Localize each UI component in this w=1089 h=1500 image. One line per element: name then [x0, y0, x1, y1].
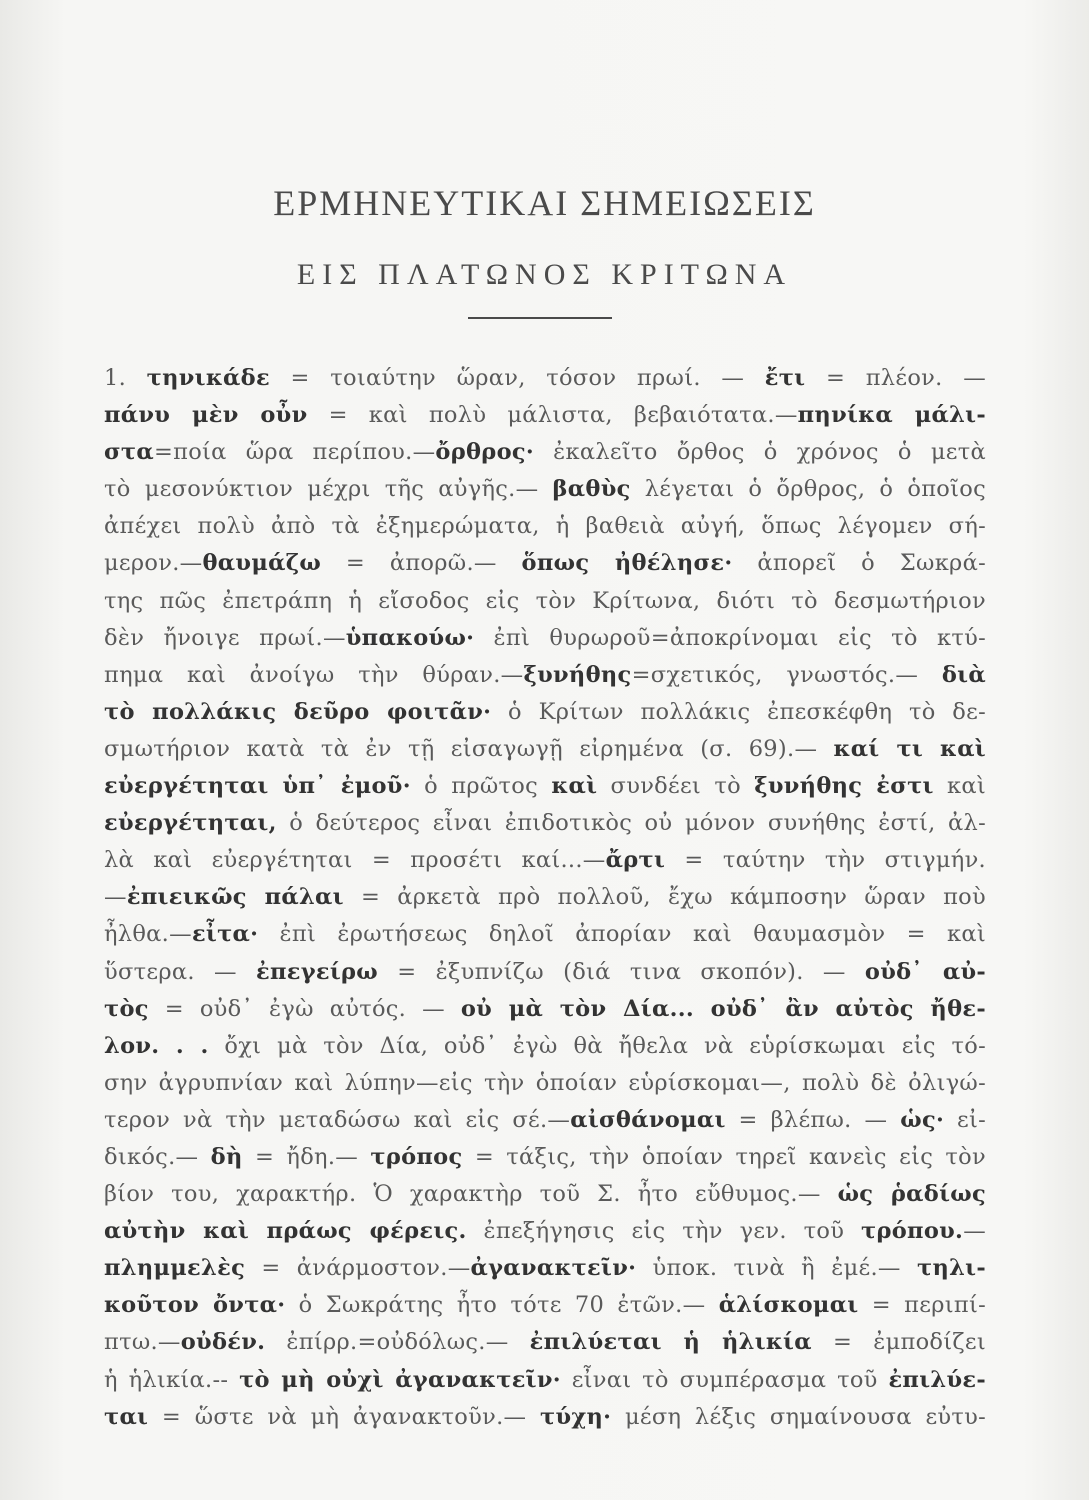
- gloss-text: της πῶς ἐπετράπη ἡ εἴσοδος εἰς τὸν Κρίτωνα, διότι τὸ δεσμωτήριον: [104, 587, 986, 614]
- text-line: [104, 434, 986, 471]
- lemma-term: στα: [104, 439, 154, 466]
- gloss-text: ἀπέχει πολὺ ἀπὸ τὰ ἐξημερώματα, ἡ βαθειὰ αὐγή, ὅπως λέγομεν σή-: [104, 513, 986, 540]
- commentary-text: [104, 360, 986, 1436]
- text-line: [104, 397, 986, 434]
- lemma-term: τηλι-: [917, 1255, 986, 1282]
- page-title: ΕΡΜΗΝΕΥΤΙΚΑΙ ΣΗΜΕΙΩΣΕΙΣ: [273, 183, 816, 223]
- lemma-term: λον. . .: [104, 1032, 209, 1059]
- text-line: [104, 879, 986, 916]
- text-line: [104, 1362, 986, 1399]
- gloss-text: ὁ Κρίτων πολλάκις ἐπεσκέφθη τὸ δε-: [491, 698, 987, 725]
- gloss-text: εἰ-: [944, 1106, 986, 1133]
- lemma-term: ξυνήθης: [523, 661, 632, 688]
- gloss-text: εἶναι τὸ συμπέρασμα τοῦ: [560, 1366, 889, 1393]
- gloss-text: πτω.—: [104, 1329, 181, 1356]
- text-line: [104, 1287, 986, 1324]
- lemma-term: ὑπακούω·: [345, 624, 475, 651]
- lemma-term: ἐπιλύε-: [888, 1366, 986, 1393]
- lemma-term: αὐτὴν καὶ πράως φέρεις.: [104, 1218, 467, 1245]
- text-line: [104, 471, 986, 508]
- gloss-text: συνδέει τὸ: [597, 773, 755, 800]
- lemma-term: οὐδέν.: [180, 1329, 266, 1356]
- lemma-term: εἶτα·: [191, 921, 259, 948]
- gloss-text: καὶ: [933, 773, 987, 800]
- gloss-text: ἦλθα.—: [104, 921, 192, 948]
- gloss-text: ἡ ἡλικία.--: [104, 1366, 240, 1393]
- lemma-term: ὡς·: [900, 1106, 945, 1133]
- text-line: [104, 1324, 986, 1361]
- gloss-text: σην ἀγρυπνίαν καὶ λύπην—εἰς τὴν ὁποίαν εὑρίσκομαι—, πολὺ δὲ ὀλιγώ-: [104, 1069, 986, 1096]
- text-line: [104, 694, 986, 731]
- lemma-term: εὐεργέτηται ὑπ᾽ ἐμοῦ·: [104, 773, 411, 800]
- text-line: [104, 1176, 986, 1213]
- lemma-term: τὸς: [104, 995, 149, 1022]
- gloss-text: —: [963, 1218, 986, 1245]
- gloss-text: = ἀνάρμοστον.—: [245, 1255, 471, 1282]
- text-line: [104, 1102, 986, 1139]
- gloss-text: = ἀπορῶ.—: [321, 550, 522, 577]
- text-line: [104, 1399, 986, 1436]
- lemma-term: βαθὺς: [552, 476, 631, 503]
- gloss-text: ὁ Σωκράτης ἦτο τότε 70 ἐτῶν.—: [285, 1292, 719, 1319]
- gloss-text: σμωτήριον κατὰ τὰ ἐν τῇ εἰσαγωγῇ εἰρημένα (σ. 69).—: [104, 735, 834, 762]
- lemma-term: θαυμάζω: [202, 550, 322, 577]
- text-line: [104, 731, 986, 768]
- gloss-text: = τάξις, τὴν ὁποίαν τηρεῖ κανεὶς εἰς τὸν: [462, 1143, 986, 1170]
- gloss-text: =σχετικός, γνωστός.—: [631, 661, 942, 688]
- gloss-text: ἐπεξήγησις εἰς τὴν γεν. τοῦ: [466, 1218, 862, 1245]
- lemma-term: τρόπος: [370, 1143, 463, 1170]
- gloss-text: λὰ καὶ εὐεργέτηται = προσέτι καί...—: [104, 847, 606, 874]
- gloss-text: = περιπί-: [858, 1292, 986, 1319]
- page-subtitle: ΕΙΣ ΠΛΑΤΩΝΟΣ ΚΡΙΤΩΝΑ: [296, 258, 793, 291]
- gloss-text: τὸ μεσονύκτιον μέχρι τῆς αὐγῆς.—: [104, 476, 553, 503]
- lemma-term: ἐπεγείρω: [256, 958, 379, 985]
- text-line: [104, 991, 986, 1028]
- gloss-text: = ὥστε νὰ μὴ ἀγανακτοῦν.—: [148, 1403, 541, 1430]
- lemma-term: ἀγανακτεῖν·: [470, 1255, 637, 1282]
- lemma-term: οὐ μὰ τὸν Δία... οὐδ᾽ ἂν αὐτὸς ἤθε-: [460, 995, 987, 1022]
- text-line: [104, 916, 986, 953]
- text-line: [104, 1250, 986, 1287]
- lemma-term: εὐεργέτηται,: [104, 810, 277, 837]
- gloss-text: = ἀρκετὰ πρὸ πολλοῦ, ἔχω κάμποσην ὥραν ποὺ: [343, 884, 986, 911]
- text-line: [104, 583, 986, 620]
- gloss-text: ἐπίρρ.=οὐδόλως.—: [265, 1329, 530, 1356]
- gloss-text: μερον.—: [104, 550, 203, 577]
- lemma-term: διὰ: [941, 661, 986, 688]
- gloss-text: = πλέον. —: [805, 365, 986, 391]
- lemma-term: καὶ: [551, 773, 598, 800]
- gloss-text: δικός.—: [104, 1143, 211, 1170]
- text-line: [104, 1028, 986, 1065]
- text-line: [104, 805, 986, 842]
- gloss-text: ἐπὶ ἐρωτήσεως δηλοῖ ἀπορίαν καὶ θαυμασμὸν = καὶ: [258, 921, 986, 948]
- gloss-text: ὄχι μὰ τὸν Δία, οὐδ᾽ ἐγὼ θὰ ἤθελα νὰ εὑρίσκωμαι εἰς τό-: [208, 1032, 986, 1059]
- text-line: [104, 1139, 986, 1176]
- gloss-text: ἀπορεῖ ὁ Σωκρά-: [732, 550, 986, 577]
- gloss-text: ὕστερα. —: [104, 958, 256, 985]
- gloss-text: 1.: [104, 365, 147, 391]
- lemma-term: ὄρθρος·: [435, 439, 535, 466]
- gloss-text: ἐκαλεῖτο ὄρθος ὁ χρόνος ὁ μετὰ: [534, 439, 986, 466]
- gloss-text: = ἤδη.—: [242, 1143, 371, 1170]
- lemma-term: κοῦτον ὄντα·: [104, 1292, 286, 1319]
- gloss-text: = τοιαύτην ὥραν, τόσον πρωί. —: [269, 365, 765, 391]
- lemma-term: καί τι καὶ: [833, 735, 986, 762]
- lemma-term: ἄρτι: [605, 847, 666, 874]
- lemma-term: οὐδ᾽ αὐ-: [864, 958, 987, 985]
- gloss-text: πημα καὶ ἀνοίγω τὴν θύραν.—: [104, 661, 524, 688]
- text-line: [104, 1213, 986, 1250]
- text-line: [104, 1065, 986, 1102]
- lemma-term: τρόπου.: [861, 1218, 964, 1245]
- text-line: [104, 768, 986, 805]
- lemma-term: ἁλίσκομαι: [718, 1292, 859, 1319]
- gloss-text: ἐπὶ θυρωροῦ=ἀποκρίνομαι εἰς τὸ κτύ-: [474, 624, 986, 651]
- lemma-term: τὸ μὴ οὐχὶ ἀγανακτεῖν·: [239, 1366, 561, 1393]
- gloss-text: τερον νὰ τὴν μεταδώσω καὶ εἰς σέ.—: [104, 1106, 571, 1133]
- gloss-text: ὑποκ. τινὰ ἢ ἐμέ.—: [636, 1255, 917, 1282]
- lemma-term: ἐπιεικῶς πάλαι: [126, 884, 344, 911]
- gloss-text: —: [104, 884, 127, 911]
- title-rule: [468, 317, 612, 319]
- text-line: [104, 842, 986, 879]
- text-line: [104, 545, 986, 582]
- lemma-term: αἰσθάνομαι: [570, 1106, 726, 1133]
- lemma-term: ὅπως ἠθέλησε·: [521, 550, 733, 577]
- lemma-term: τηνικάδε: [146, 365, 270, 391]
- lemma-term: δὴ: [210, 1143, 243, 1170]
- gloss-text: λέγεται ὁ ὄρθρος, ὁ ὁποῖος: [630, 476, 987, 503]
- gloss-text: ὁ δεύτερος εἶναι ἐπιδοτικὸς οὐ μόνον συνήθης ἐστί, ἀλ-: [276, 810, 986, 837]
- text-line: [104, 954, 986, 991]
- gloss-text: βίον του, χαρακτήρ. Ὁ χαρακτὴρ τοῦ Σ. ἦτο εὔθυμος.—: [104, 1181, 838, 1208]
- gloss-text: ὁ πρῶτος: [410, 773, 552, 800]
- lemma-term: πηνίκα μάλι-: [797, 402, 986, 429]
- gloss-text: =ποία ὥρα περίπου.—: [153, 439, 436, 466]
- gloss-text: = βλέπω. —: [725, 1106, 901, 1133]
- text-line: [104, 620, 986, 657]
- text-line: [104, 508, 986, 545]
- text-line: [104, 360, 986, 397]
- lemma-term: ται: [104, 1403, 149, 1430]
- gloss-text: = καὶ πολὺ μάλιστα, βεβαιότατα.—: [307, 402, 798, 429]
- gloss-text: μέση λέξις σημαίνουσα εὐτυ-: [611, 1403, 987, 1430]
- gloss-text: = ταύτην τὴν στιγμήν.: [665, 847, 986, 874]
- gloss-text: = ἐξυπνίζω (διά τινα σκοπόν). —: [378, 958, 865, 985]
- lemma-term: ὡς ῥαδίως: [837, 1181, 986, 1208]
- gloss-text: = οὐδ᾽ ἐγὼ αὐτός. —: [148, 995, 461, 1022]
- text-line: [104, 657, 986, 694]
- lemma-term: ξυνήθης ἐστι: [754, 773, 934, 800]
- gloss-text: δὲν ἤνοιγε πρωί.—: [104, 624, 346, 651]
- lemma-term: ἔτι: [764, 365, 806, 391]
- lemma-term: ἐπιλύεται ἡ ἡλικία: [529, 1329, 812, 1356]
- lemma-term: πάνυ μὲν οὖν: [104, 402, 308, 429]
- lemma-term: πλημμελὲς: [104, 1255, 246, 1282]
- lemma-term: τὸ πολλάκις δεῦρο φοιτᾶν·: [104, 698, 492, 725]
- gloss-text: = ἐμποδίζει: [811, 1329, 986, 1356]
- lemma-term: τύχη·: [540, 1403, 612, 1430]
